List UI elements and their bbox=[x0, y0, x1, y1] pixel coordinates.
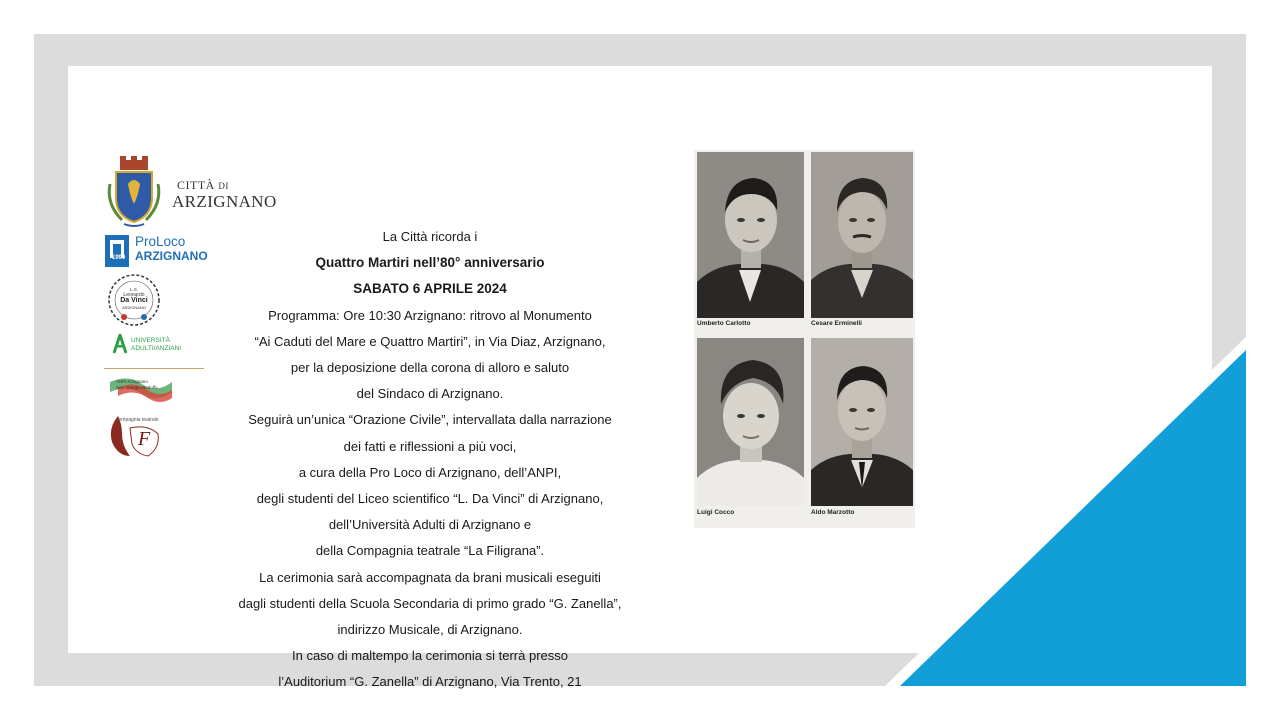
proloco-place: ARZIGNANO bbox=[135, 249, 208, 263]
universita-icon bbox=[112, 334, 128, 354]
liceo-line4: ARZIGNANO bbox=[122, 305, 146, 310]
anpi-line1: ANPI Arzignano bbox=[116, 379, 148, 384]
event-date: SABATO 6 APRILE 2024 bbox=[353, 281, 507, 297]
coat-of-arms-icon bbox=[104, 154, 164, 230]
program-line: del Sindaco di Arzignano. bbox=[356, 386, 504, 402]
program-line: dei fatti e riflessioni a più voci, bbox=[343, 438, 517, 454]
portrait-caption: Aldo Marzotto bbox=[811, 509, 855, 516]
proloco-name: ProLoco bbox=[135, 234, 186, 249]
anpi-line2: Sez. Giorgio Rodolfo bbox=[116, 385, 158, 390]
program-line: della Compagnia teatrale “La Filigrana”. bbox=[315, 543, 545, 559]
program-line: l’Auditorium “G. Zanella” di Arzignano, Via Trento, 21 bbox=[278, 674, 582, 690]
citta-arzignano-logo bbox=[104, 154, 284, 230]
citta-line2: ARZIGNANO bbox=[172, 192, 277, 211]
citta-line1-small: DI bbox=[218, 181, 229, 191]
compagnia-line1: compagnia teatrale bbox=[116, 417, 159, 423]
program-line: per la deposizione della corona di alloro e saluto bbox=[290, 360, 570, 376]
proloco-logo bbox=[104, 234, 224, 270]
intro-line: La Città ricorda i bbox=[382, 229, 478, 244]
portrait-photo bbox=[697, 338, 804, 506]
liceo-da-vinci-logo bbox=[106, 272, 162, 328]
liceo-line2: Leonardo bbox=[123, 292, 145, 298]
event-text bbox=[210, 224, 650, 696]
event-title: Quattro Martiri nell’80° anniversario bbox=[315, 255, 545, 271]
program-line: a cura della Pro Loco di Arzignano, dell’ANPI, bbox=[298, 464, 562, 480]
proloco-tower-icon bbox=[104, 234, 130, 268]
portrait-caption: Umberto Carlotto bbox=[697, 320, 751, 327]
program-line: dell’Università Adulti di Arzignano e bbox=[328, 517, 532, 533]
logo-divider bbox=[104, 368, 204, 369]
program-line: indirizzo Musicale, di Arzignano. bbox=[337, 622, 523, 638]
universita-line2: ADULTI/ANZIANI bbox=[131, 345, 182, 352]
program-line: La cerimonia sarà accompagnata da brani musicali eseguiti bbox=[259, 569, 601, 585]
citta-line1: CITTÀ bbox=[177, 178, 215, 192]
portrait-caption: Cesare Erminelli bbox=[811, 320, 862, 327]
portrait-photo bbox=[811, 152, 913, 318]
program-line: Seguirà un’unica “Orazione Civile”, intervallata dalla narrazione bbox=[248, 412, 612, 428]
program-line: Programma: Ore 10:30 Arzignano: ritrovo al Monumento bbox=[268, 307, 592, 323]
portrait-caption: Luigi Cocco bbox=[697, 509, 735, 516]
portrait-photo bbox=[811, 338, 913, 506]
liceo-line3: Da Vinci bbox=[120, 297, 148, 304]
compagnia-letter: F bbox=[138, 428, 151, 450]
universita-logo bbox=[112, 334, 212, 356]
liceo-line1: L.S. bbox=[129, 287, 138, 292]
program-line: degli studenti del Liceo scientifico “L. Da Vinci” di Arzignano, bbox=[256, 491, 604, 507]
program-line: In caso di maltempo la cerimonia si terrà presso bbox=[291, 648, 568, 664]
proloco-year: 1990 bbox=[112, 255, 126, 261]
program-line: “Ai Caduti del Mare e Quattro Martiri”, in Via Diaz, Arzignano, bbox=[254, 333, 606, 349]
portrait-photo bbox=[697, 152, 804, 318]
martyrs-portraits bbox=[694, 150, 915, 528]
anpi-logo bbox=[108, 372, 174, 406]
program-line: dagli studenti della Scuola Secondaria di primo grado “G. Zanella”, bbox=[238, 595, 622, 611]
universita-line1: UNIVERSITÀ bbox=[131, 337, 171, 344]
compagnia-teatrale-logo bbox=[108, 414, 168, 458]
